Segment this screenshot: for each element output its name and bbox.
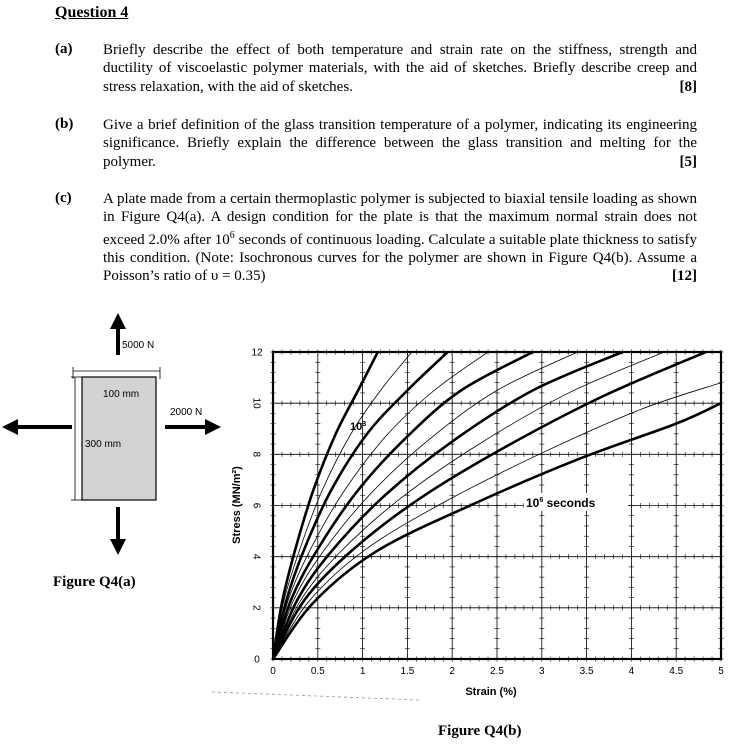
part-c-superscript: 6 (229, 229, 235, 241)
part-b-marks: [5] (679, 153, 697, 170)
part-b-label: (b) (55, 116, 74, 132)
annotation-1e3: $10^3$ (350, 421, 367, 433)
x-tick-label: 1 (359, 666, 366, 677)
y-tick-label: 2 (250, 605, 262, 611)
x-tick-label: 3.5 (579, 666, 594, 677)
x-tick-label: 0 (270, 666, 276, 677)
part-c-marks: [12] (672, 268, 697, 285)
y-tick-label: 12 (251, 347, 263, 359)
part-a-marks: [8] (679, 78, 697, 95)
annotation-1e6-seconds: $10^6$ seconds (526, 496, 596, 510)
y-tick-label: 8 (250, 451, 262, 458)
figure-q4b-caption: Figure Q4(b) (438, 723, 522, 739)
height-label: 300 mm (85, 439, 122, 450)
x-tick-label: 3 (539, 666, 545, 677)
part-c-label: (c) (55, 190, 72, 206)
y-tick-label: 6 (250, 502, 262, 509)
x-tick-label: 4 (628, 666, 635, 677)
y-axis-label: Stress (MN/m²) (231, 466, 243, 544)
x-tick-label: 0.5 (310, 666, 325, 677)
figure-q4a-caption: Figure Q4(a) (53, 574, 136, 590)
x-tick-label: 2.5 (490, 666, 504, 677)
part-a-label: (a) (55, 41, 73, 57)
part-c-body-1: A plate made from a certain thermoplastic polymer is subjected to biaxial tensile loading as shown in Figure Q4(a). A design condition for the plate is that the maximum normal strain does not exceed 2.0% after 10 (103, 191, 697, 248)
x-axis-label: Strain (%) (465, 686, 517, 698)
force-horizontal-label: 2000 N (170, 407, 203, 418)
x-tick-label: 5 (718, 666, 724, 677)
part-c-body-2: seconds of continuous loading. Calculate a suitable plate thickness to satisfy this condition. (Note: Isochronous curves for the polymer are shown in Figure Q4(b). Assume a Poisson’s ratio of υ = 0.35) (103, 231, 697, 285)
question-title: Question 4 (55, 4, 129, 21)
x-tick-label: 1.5 (400, 666, 415, 677)
part-b-body: Give a brief definition of the glass transition temperature of a polymer, indicating its engineering significance. Briefly explain the difference between the glass transition and melting for the polymer. (103, 117, 697, 170)
isochronous-curve-5 (273, 349, 712, 659)
x-tick-label: 4.5 (669, 666, 684, 677)
x-tick-label: 2 (449, 666, 455, 677)
y-tick-label: 4 (250, 553, 262, 560)
width-label: 100 mm (103, 389, 140, 400)
part-a-body: Briefly describe the effect of both temperature and strain rate on the stiffness, strength and ductility of viscoelastic polymer materials, with the aid of sketches. Briefly describe creep and stress relaxation, with the aid of sketches. (103, 42, 697, 95)
force-vertical-label: 5000 N (122, 340, 155, 351)
y-tick-label: 10 (250, 397, 262, 409)
y-tick-label: 0 (254, 654, 260, 666)
scan-artifact-dash (212, 692, 420, 700)
